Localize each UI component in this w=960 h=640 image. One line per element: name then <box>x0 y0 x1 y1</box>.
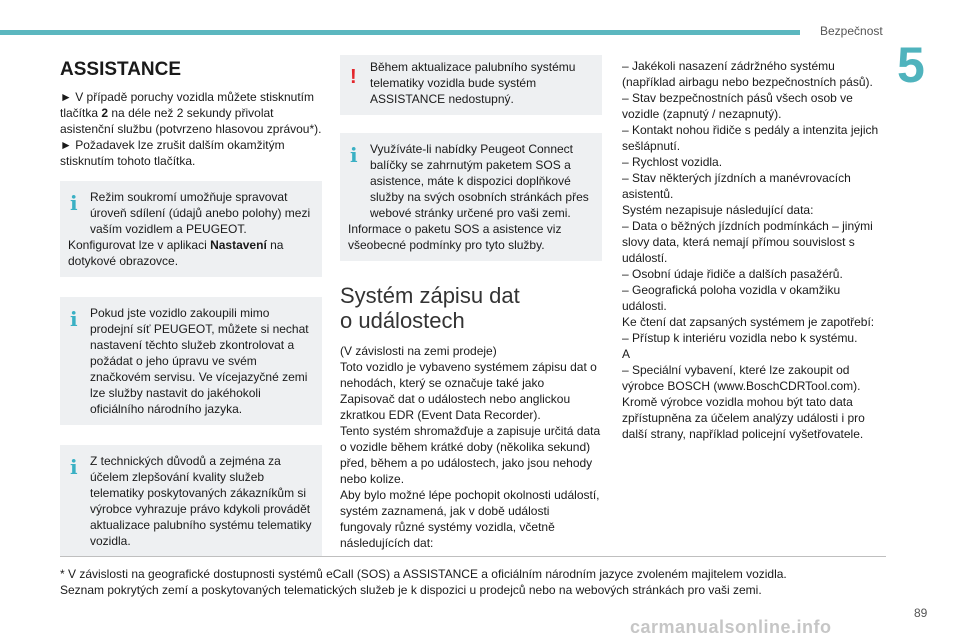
edr-list-item: Ke čtení dat zapsaných systémem je zapotřebí: <box>622 315 875 329</box>
edr-list-item: A <box>622 347 631 361</box>
edr-list-item: – Kontakt nohou řidiče s pedály a intenzita jejich sešlápnutí. <box>622 123 879 153</box>
column-middle <box>340 55 602 551</box>
edr-list-item: – Data o běžných jízdních podmínkách – jinými slovy data, která nemají přímou souvislost s událostí. <box>622 219 873 265</box>
info-box-privacy: i Režim soukromí umožňuje spravovat úroveň sdílení (údajů anebo polohy) mezi vaším vozidlem a PEUGEOT. Konfigurovat lze v aplikaci Nastavení na dotykové obrazovce. <box>60 181 322 277</box>
assistance-heading: ASSISTANCE <box>60 59 182 80</box>
edr-paragraph: Toto vozidlo je vybaveno systémem zápisu dat o nehodách, který se označuje také jako Zapisovač dat o událostech nebo anglickou zkratkou EDR (Event Data Recorder). <box>340 360 597 422</box>
edr-list-item: – Osobní údaje řidiče a dalších pasažérů. <box>622 267 843 281</box>
info-icon: i <box>70 307 78 331</box>
edr-paragraph: (V závislosti na zemi prodeje) <box>340 344 497 358</box>
edr-list-item: – Rychlost vozidla. <box>622 155 723 169</box>
edr-list-item: – Geografická poloha vozidla v okamžiku události. <box>622 283 841 313</box>
edr-paragraph: Tento systém shromažďuje a zapisuje určitá data o vozidle během krátké doby (několika sekund) před, během a po událostech, jako jsou nehody nebo kolize. <box>340 424 601 486</box>
column-right <box>622 58 884 442</box>
section-title: Bezpečnost <box>820 24 883 38</box>
info-box-peugeot-connect: i Využíváte-li nabídky Peugeot Connect balíčky se zahrnutým paketem SOS a asistence, máte k dispozici doplňkové služby na svých osobních stránkách přes webové stránky určené pro vaši zemi. Informace o paketu SOS a asistence viz všeobecné podmínky pro tyto služby. <box>340 133 602 261</box>
edr-list-item: – Přístup k interiéru vozidla nebo k systému. <box>622 331 858 345</box>
warning-exclamation-icon: ! <box>350 66 357 88</box>
header-accent-bar <box>0 30 800 35</box>
edr-list-item: – Stav bezpečnostních pásů všech osob ve vozidle (zapnutý / nezapnutý). <box>622 91 853 121</box>
assistance-step-1: ► V případě poruchy vozidla můžete stisknutím tlačítka 2 na déle než 2 sekundy přivolat asistenční službu (potvrzeno hlasovou zprávou*). <box>60 90 322 136</box>
edr-paragraph: Aby bylo možné lépe pochopit okolnosti událostí, systém zaznamená, jak v době události fungovaly různé systémy vozidla, včetně následujících dat: <box>340 488 600 550</box>
chapter-number: 5 <box>897 37 925 93</box>
column-left <box>60 55 322 557</box>
page-number: 89 <box>914 606 928 620</box>
assistance-step-2: ► Požadavek lze zrušit dalším okamžitým stisknutím tohoto tlačítka. <box>60 138 285 168</box>
info-box-updates: i Z technických důvodů a zejména za účelem zlepšování kvality služeb telematiky poskytovaných zákazníkům si výrobce vyhrazuje právo kdykoli provádět aktualizace palubního systému telematiky vozidla. <box>60 445 322 557</box>
info-box-dealer: i Pokud jste vozidlo zakoupili mimo prodejní síť PEUGEOT, můžete si nechat nastavení těchto služeb zkontrolovat a požádat o jeho úpravu ve svém značkovém servisu. Ve vícejazyčné zemi lze služby nastavit do jakéhokoli oficiálního národního jazyka. <box>60 297 322 425</box>
edr-list-item: – Jakékoli nasazení zádržného systému (například airbagu nebo bezpečnostních pásů). <box>622 59 873 89</box>
warning-box-update: ! Během aktualizace palubního systému telematiky vozidla bude systém ASSISTANCE nedostupný. <box>340 55 602 115</box>
edr-heading: Systém zápisu dat o událostech <box>340 283 520 333</box>
watermark: carmanualsonline.info <box>630 617 832 637</box>
edr-list-item: – Stav některých jízdních a manévrovacích asistentů. <box>622 171 851 201</box>
info-icon: i <box>70 191 78 215</box>
edr-list-item: Kromě výrobce vozidla mohou být tato data zpřístupněna za účelem analýzy události i pro další strany, například policejní vyšetřovatele. <box>622 395 865 441</box>
edr-list-item: – Speciální vybavení, které lze zakoupit od výrobce BOSCH (www.BoschCDRTool.com). <box>622 363 861 393</box>
footnote-divider <box>60 556 886 557</box>
footnote: * V závislosti na geografické dostupnosti systémů eCall (SOS) a ASSISTANCE a oficiálním národním jazyce zvoleném majitelem vozidla. Seznam pokrytých zemí a poskytovaných telematických služeb je k dispozici u prodejců nebo na webových stránkách pro vaši zemi. <box>60 567 787 597</box>
info-icon: i <box>350 143 358 167</box>
info-icon: i <box>70 455 78 479</box>
edr-list-item: Systém nezapisuje následující data: <box>622 203 814 217</box>
